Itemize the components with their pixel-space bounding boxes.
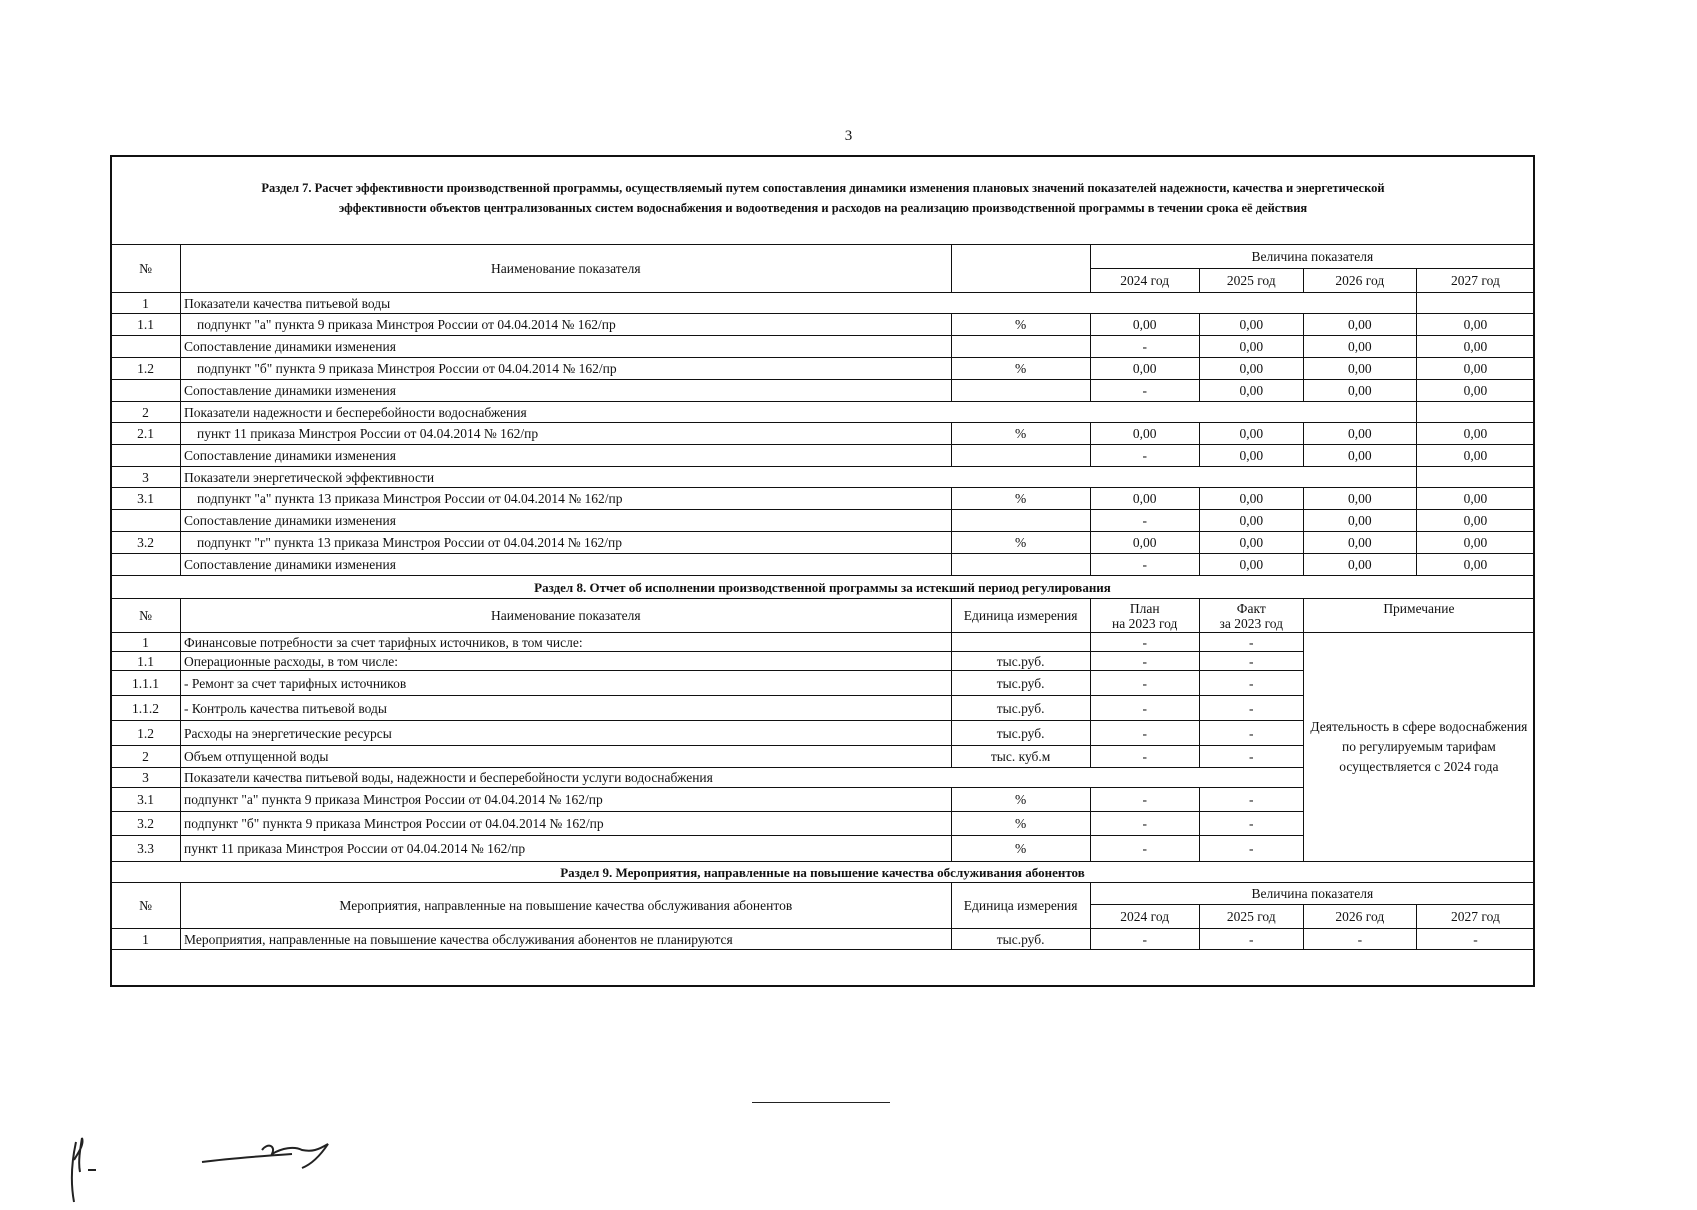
- row-num: 1.1: [111, 314, 181, 336]
- row-unit: %: [951, 488, 1090, 510]
- row-num: 1: [111, 293, 181, 314]
- header-plan-line-1: План: [1129, 600, 1160, 616]
- row-fact: -: [1199, 836, 1303, 862]
- row-name: подпункт "а" пункта 13 приказа Минстроя России от 04.04.2014 № 162/пр: [181, 488, 952, 510]
- row-value-2026: 0,00: [1303, 510, 1416, 532]
- row-num: 1.1.1: [111, 671, 181, 696]
- row-plan: -: [1090, 812, 1199, 836]
- row-value-2027: 0,00: [1416, 423, 1534, 445]
- row-fact: -: [1199, 652, 1303, 671]
- row-value-2026: 0,00: [1303, 423, 1416, 445]
- row-unit: тыс.руб.: [951, 652, 1090, 671]
- row-value-2024: 0,00: [1090, 358, 1199, 380]
- header-year-2026: 2026 год: [1303, 905, 1416, 929]
- table-row: [111, 423, 1535, 445]
- row-num: 1.1.2: [111, 696, 181, 721]
- section-7-title-line-2: эффективности объектов централизованных систем водоснабжения и водоотведения и расходов на реализацию производственной программы в течении срока её действия: [338, 201, 1308, 215]
- row-value-2024: -: [1090, 445, 1199, 467]
- row-num: 1.2: [111, 358, 181, 380]
- header-name: Наименование показателя: [181, 599, 952, 633]
- row-name: Сопоставление динамики изменения: [181, 554, 952, 576]
- header-unit: Единица измерения: [951, 599, 1090, 633]
- row-value-2025: 0,00: [1199, 532, 1303, 554]
- row-unit: [951, 554, 1090, 576]
- row-unit: %: [951, 314, 1090, 336]
- row-value-2027: 0,00: [1416, 510, 1534, 532]
- row-plan: -: [1090, 836, 1199, 862]
- row-name: Сопоставление динамики изменения: [181, 510, 952, 532]
- header-fact-line-1: Факт: [1236, 600, 1266, 616]
- row-plan: -: [1090, 721, 1199, 746]
- table-row: [111, 336, 1535, 358]
- footer-divider: [752, 1102, 890, 1103]
- row-value-2024: 0,00: [1090, 314, 1199, 336]
- table-row: [111, 402, 1535, 423]
- section-7-title-line-1: Раздел 7. Расчет эффективности производственной программы, осуществляемый путем сопоставления динамики изменения плановых значений показателей надежности, качества и энергетической: [261, 181, 1385, 195]
- row-fact: -: [1199, 696, 1303, 721]
- row-value-2027: 0,00: [1416, 358, 1534, 380]
- header-year-2024: 2024 год: [1090, 905, 1199, 929]
- header-note: Примечание: [1303, 599, 1534, 633]
- row-value-2027: 0,00: [1416, 445, 1534, 467]
- table-row: [111, 633, 1535, 652]
- header-unit: Единица измерения: [951, 883, 1090, 929]
- header-year-2027: 2027 год: [1416, 269, 1534, 293]
- row-unit: [951, 336, 1090, 358]
- handwritten-signature: [62, 1120, 352, 1210]
- header-value-group: Величина показателя: [1090, 883, 1534, 905]
- row-name: - Контроль качества питьевой воды: [181, 696, 952, 721]
- header-unit: [951, 245, 1090, 293]
- header-name: Мероприятия, направленные на повышение качества обслуживания абонентов: [181, 883, 952, 929]
- table-row: [111, 554, 1535, 576]
- row-value-2024: -: [1090, 380, 1199, 402]
- row-unit: %: [951, 812, 1090, 836]
- row-name: Финансовые потребности за счет тарифных источников, в том числе:: [181, 633, 952, 652]
- table-row: [111, 293, 1535, 314]
- section-7-header-row: [111, 245, 1535, 269]
- header-plan: [1090, 599, 1199, 633]
- row-plan: -: [1090, 746, 1199, 768]
- note-text: Деятельность в сфере водоснабжения по регулируемым тарифам осуществляется с 2024 года: [1303, 633, 1534, 862]
- row-unit: %: [951, 358, 1090, 380]
- row-name: Сопоставление динамики изменения: [181, 380, 952, 402]
- row-num: [111, 380, 181, 402]
- row-name: подпункт "б" пункта 9 приказа Минстроя России от 04.04.2014 № 162/пр: [181, 812, 952, 836]
- report-table: [110, 244, 1535, 950]
- row-value-2024: -: [1090, 554, 1199, 576]
- header-num: №: [111, 245, 181, 293]
- row-value-2025: -: [1199, 929, 1303, 950]
- row-name: Сопоставление динамики изменения: [181, 445, 952, 467]
- row-name: Показатели энергетической эффективности: [181, 467, 1417, 488]
- row-name: Операционные расходы, в том числе:: [181, 652, 952, 671]
- row-unit: [951, 510, 1090, 532]
- row-value-2024: -: [1090, 510, 1199, 532]
- header-value-group: Величина показателя: [1090, 245, 1534, 269]
- header-year-2025: 2025 год: [1199, 905, 1303, 929]
- row-fact: -: [1199, 788, 1303, 812]
- row-value-2025: 0,00: [1199, 314, 1303, 336]
- row-plan: -: [1090, 652, 1199, 671]
- table-row: [111, 358, 1535, 380]
- row-value-2024: 0,00: [1090, 488, 1199, 510]
- row-num: 1.1: [111, 652, 181, 671]
- row-value-2024: 0,00: [1090, 423, 1199, 445]
- row-value-2025: 0,00: [1199, 358, 1303, 380]
- row-name: подпункт "а" пункта 9 приказа Минстроя России от 04.04.2014 № 162/пр: [181, 314, 952, 336]
- row-value-2027: 0,00: [1416, 336, 1534, 358]
- row-num: [111, 336, 181, 358]
- row-value-2024: -: [1090, 336, 1199, 358]
- section-7-title: [112, 178, 1534, 218]
- row-plan: -: [1090, 696, 1199, 721]
- row-unit: тыс.руб.: [951, 721, 1090, 746]
- row-value-2025: 0,00: [1199, 380, 1303, 402]
- row-fact: -: [1199, 633, 1303, 652]
- row-value-2026: 0,00: [1303, 358, 1416, 380]
- header-year-2025: 2025 год: [1199, 269, 1303, 293]
- row-value-2026: 0,00: [1303, 445, 1416, 467]
- row-num: [111, 445, 181, 467]
- row-num: 3: [111, 768, 181, 788]
- row-name: Показатели надежности и бесперебойности водоснабжения: [181, 402, 1417, 423]
- table-row: [111, 380, 1535, 402]
- row-empty-cell: [1416, 467, 1534, 488]
- row-num: 3: [111, 467, 181, 488]
- row-num: 3.2: [111, 812, 181, 836]
- row-value-2024: -: [1090, 929, 1199, 950]
- row-value-2024: 0,00: [1090, 532, 1199, 554]
- header-fact: [1199, 599, 1303, 633]
- row-value-2027: 0,00: [1416, 488, 1534, 510]
- section-9-header-row: [111, 883, 1535, 905]
- row-plan: -: [1090, 788, 1199, 812]
- table-row: [111, 314, 1535, 336]
- row-unit: [951, 445, 1090, 467]
- row-name: Расходы на энергетические ресурсы: [181, 721, 952, 746]
- row-name: подпункт "б" пункта 9 приказа Минстроя России от 04.04.2014 № 162/пр: [181, 358, 952, 380]
- row-fact: -: [1199, 812, 1303, 836]
- row-value-2026: 0,00: [1303, 380, 1416, 402]
- row-unit: %: [951, 788, 1090, 812]
- row-value-2027: 0,00: [1416, 380, 1534, 402]
- section-8-title: Раздел 8. Отчет об исполнении производственной программы за истекший период регулирования: [111, 576, 1535, 599]
- header-plan-line-2: на 2023 год: [1112, 615, 1178, 631]
- row-name: Объем отпущенной воды: [181, 746, 952, 768]
- row-name: пункт 11 приказа Минстроя России от 04.04.2014 № 162/пр: [181, 423, 952, 445]
- row-unit: тыс.руб.: [951, 671, 1090, 696]
- header-num: №: [111, 599, 181, 633]
- row-name: подпункт "г" пункта 13 приказа Минстроя России от 04.04.2014 № 162/пр: [181, 532, 952, 554]
- row-plan: -: [1090, 671, 1199, 696]
- row-value-2025: 0,00: [1199, 554, 1303, 576]
- page-number: 3: [844, 128, 853, 144]
- row-name: - Ремонт за счет тарифных источников: [181, 671, 952, 696]
- row-value-2026: 0,00: [1303, 314, 1416, 336]
- section-9-title-row: [111, 862, 1535, 883]
- table-row: [111, 510, 1535, 532]
- row-unit: [951, 380, 1090, 402]
- row-name: подпункт "а" пункта 9 приказа Минстроя России от 04.04.2014 № 162/пр: [181, 788, 952, 812]
- row-name: Мероприятия, направленные на повышение качества обслуживания абонентов не планируются: [181, 929, 952, 950]
- row-num: 1: [111, 633, 181, 652]
- row-fact: -: [1199, 671, 1303, 696]
- row-empty-cell: [1416, 293, 1534, 314]
- table-row: [111, 488, 1535, 510]
- row-unit: %: [951, 836, 1090, 862]
- table-row: [111, 467, 1535, 488]
- row-name: Показатели качества питьевой воды: [181, 293, 1417, 314]
- header-num: №: [111, 883, 181, 929]
- row-unit: тыс.руб.: [951, 696, 1090, 721]
- row-num: 1: [111, 929, 181, 950]
- table-row: [111, 532, 1535, 554]
- row-num: 3.3: [111, 836, 181, 862]
- header-year-2024: 2024 год: [1090, 269, 1199, 293]
- table-row: [111, 445, 1535, 467]
- row-value-2026: 0,00: [1303, 336, 1416, 358]
- row-unit: %: [951, 423, 1090, 445]
- header-fact-line-2: за 2023 год: [1219, 615, 1284, 631]
- row-num: 3.1: [111, 488, 181, 510]
- row-num: 3.1: [111, 788, 181, 812]
- row-num: 2.1: [111, 423, 181, 445]
- row-name: пункт 11 приказа Минстроя России от 04.04.2014 № 162/пр: [181, 836, 952, 862]
- row-value-2025: 0,00: [1199, 445, 1303, 467]
- row-value-2025: 0,00: [1199, 423, 1303, 445]
- row-value-2027: -: [1416, 929, 1534, 950]
- row-num: [111, 554, 181, 576]
- row-name: Показатели качества питьевой воды, надежности и бесперебойности услуги водоснабжения: [181, 768, 1304, 788]
- row-value-2026: -: [1303, 929, 1416, 950]
- row-value-2025: 0,00: [1199, 336, 1303, 358]
- row-unit: [951, 633, 1090, 652]
- table-row: [111, 929, 1535, 950]
- row-unit: %: [951, 532, 1090, 554]
- row-empty-cell: [1416, 402, 1534, 423]
- section-9-title: Раздел 9. Мероприятия, направленные на повышение качества обслуживания абонентов: [111, 862, 1535, 883]
- row-name: Сопоставление динамики изменения: [181, 336, 952, 358]
- section-8-title-row: [111, 576, 1535, 599]
- row-value-2026: 0,00: [1303, 554, 1416, 576]
- row-value-2026: 0,00: [1303, 532, 1416, 554]
- header-year-2026: 2026 год: [1303, 269, 1416, 293]
- row-value-2027: 0,00: [1416, 532, 1534, 554]
- row-value-2026: 0,00: [1303, 488, 1416, 510]
- row-num: 1.2: [111, 721, 181, 746]
- row-value-2025: 0,00: [1199, 510, 1303, 532]
- row-fact: -: [1199, 746, 1303, 768]
- row-value-2025: 0,00: [1199, 488, 1303, 510]
- header-name: Наименование показателя: [181, 245, 952, 293]
- row-plan: -: [1090, 633, 1199, 652]
- row-num: 2: [111, 402, 181, 423]
- row-value-2027: 0,00: [1416, 314, 1534, 336]
- row-unit: тыс. куб.м: [951, 746, 1090, 768]
- header-year-2027: 2027 год: [1416, 905, 1534, 929]
- row-fact: -: [1199, 721, 1303, 746]
- row-value-2027: 0,00: [1416, 554, 1534, 576]
- row-num: 2: [111, 746, 181, 768]
- row-num: 3.2: [111, 532, 181, 554]
- row-unit: тыс.руб.: [951, 929, 1090, 950]
- row-num: [111, 510, 181, 532]
- section-8-header-row: [111, 599, 1535, 633]
